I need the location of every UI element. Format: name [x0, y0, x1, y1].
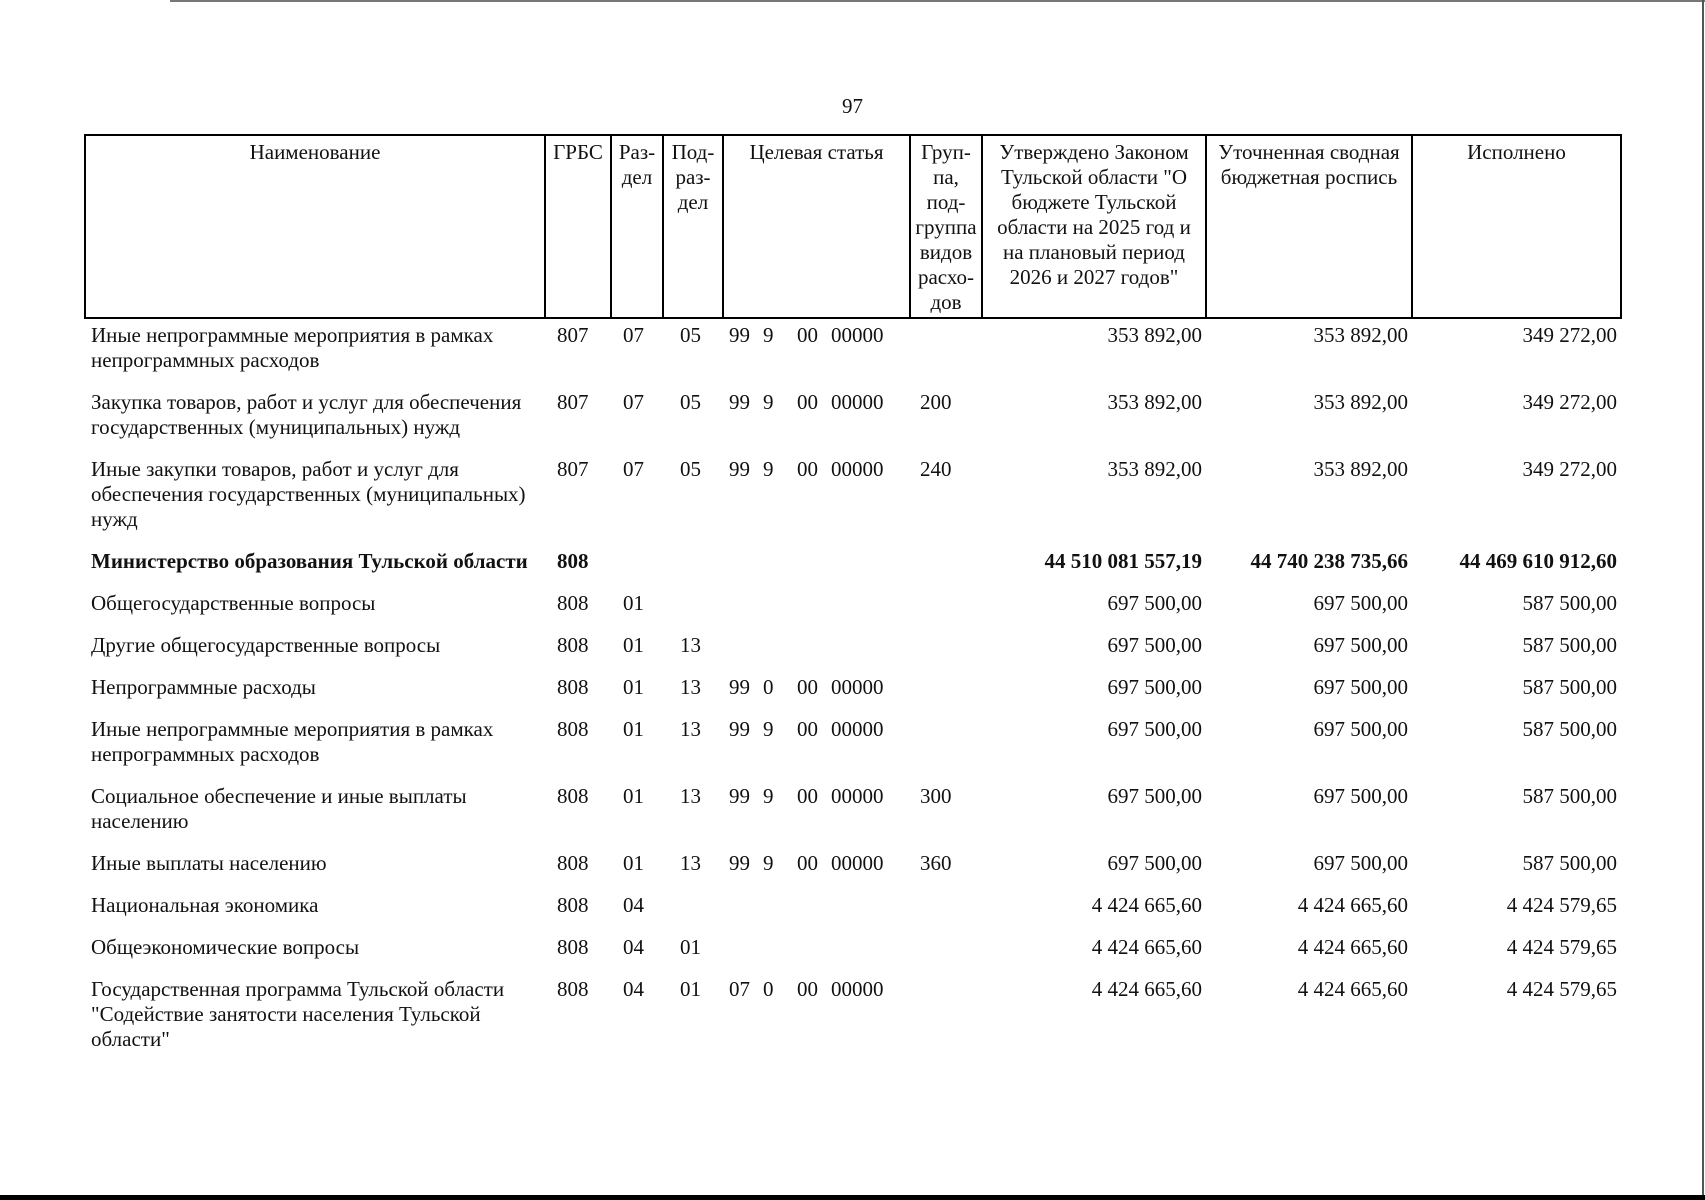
row-expense-group: [910, 587, 982, 629]
target-article-segment: 07: [729, 977, 750, 1001]
row-razdel: 01: [623, 851, 644, 875]
row-refined: 4 424 665,60: [1297, 893, 1408, 917]
row-podrazdel: [663, 587, 723, 629]
header-target: [723, 135, 910, 318]
row-refined: 353 892,00: [1313, 390, 1408, 414]
header-approved-text: Утверждено Законом Тульской области "О бюджете Тульской области на 2025 год и на плановый период 2026 и 2027 годов": [997, 140, 1191, 289]
table-row: [85, 318, 1621, 386]
row-grbs: 808: [557, 935, 589, 959]
table-row: [85, 780, 1621, 847]
table-row: [85, 973, 1621, 1065]
row-target-article: [723, 713, 910, 780]
row-grbs: 808: [557, 977, 589, 1001]
row-target-article: [723, 973, 910, 1065]
row-refined: 697 500,00: [1313, 675, 1408, 699]
table-row: [85, 545, 1621, 587]
target-article-segment: 99: [729, 390, 750, 414]
table-row: [85, 847, 1621, 889]
row-target-article: [723, 545, 910, 587]
row-executed: 44 469 610 912,60: [1459, 549, 1617, 573]
row-refined: 4 424 665,60: [1297, 935, 1408, 959]
row-razdel: 01: [623, 784, 644, 808]
target-article-segment: 00000: [831, 675, 884, 699]
row-approved: 353 892,00: [1107, 390, 1202, 414]
row-expense-group: 200: [920, 390, 952, 414]
target-article-segment: 00000: [831, 390, 884, 414]
bottom-edge-rule: [0, 1195, 1705, 1200]
row-target-article: [723, 780, 910, 847]
target-article-segment: 0: [763, 977, 774, 1001]
header-name-text: Наименование: [249, 140, 381, 164]
row-approved: 353 892,00: [1107, 323, 1202, 347]
header-group-text: Груп- па, под- группа видов расхо- дов: [915, 140, 977, 314]
row-expense-group: [910, 713, 982, 780]
row-expense-group: 360: [920, 851, 952, 875]
target-article-segment: 00: [797, 323, 818, 347]
row-name: Иные закупки товаров, работ и услуг для обеспечения государственных (муниципальных) нужд: [91, 457, 526, 531]
target-article-segment: 00: [797, 390, 818, 414]
row-expense-group: [910, 973, 982, 1065]
row-razdel: 01: [623, 717, 644, 741]
row-target-article: [723, 847, 910, 889]
row-expense-group: 300: [920, 784, 952, 808]
header-refined-text: Уточненная сводная бюджетная роспись: [1218, 140, 1400, 189]
header-executed: [1412, 135, 1621, 318]
row-executed: 587 500,00: [1522, 675, 1617, 699]
target-article-segment: 00: [797, 977, 818, 1001]
row-name: Общегосударственные вопросы: [91, 591, 376, 615]
row-razdel: 01: [623, 591, 644, 615]
row-target-article: [723, 629, 910, 671]
row-podrazdel: 13: [680, 851, 701, 875]
right-edge-rule: [1702, 0, 1704, 1200]
row-approved: 353 892,00: [1107, 457, 1202, 481]
row-name: Социальное обеспечение и иные выплаты населению: [91, 784, 467, 833]
row-podrazdel: [663, 889, 723, 931]
target-article-segment: 9: [763, 851, 774, 875]
row-executed: 4 424 579,65: [1506, 935, 1617, 959]
target-article-segment: 9: [763, 457, 774, 481]
target-article-segment: 99: [729, 323, 750, 347]
row-grbs: 808: [557, 591, 589, 615]
row-executed: 349 272,00: [1522, 390, 1617, 414]
header-group: [910, 135, 982, 318]
target-article-segment: 00: [797, 851, 818, 875]
row-expense-group: [910, 545, 982, 587]
row-executed: 587 500,00: [1522, 784, 1617, 808]
row-podrazdel: 13: [680, 784, 701, 808]
row-podrazdel: 13: [680, 675, 701, 699]
row-target-article: [723, 386, 910, 453]
target-article-segment: 00: [797, 675, 818, 699]
page-number: 97: [842, 94, 863, 118]
target-article-segment: 99: [729, 851, 750, 875]
header-razdel-text: Раз- дел: [618, 140, 656, 189]
row-razdel: 04: [623, 977, 644, 1001]
target-article-segment: 9: [763, 717, 774, 741]
row-grbs: 808: [557, 784, 589, 808]
target-article-segment: 9: [763, 390, 774, 414]
target-article-segment: 00000: [831, 457, 884, 481]
row-grbs: 808: [557, 675, 589, 699]
row-podrazdel: 05: [680, 457, 701, 481]
row-grbs: 808: [557, 633, 589, 657]
table-row: [85, 671, 1621, 713]
target-article-segment: 00000: [831, 323, 884, 347]
row-target-article: [723, 931, 910, 973]
header-grbs: [545, 135, 611, 318]
target-article-segment: 00000: [831, 977, 884, 1001]
budget-table: [84, 134, 1622, 1065]
row-approved: 4 424 665,60: [1091, 893, 1202, 917]
row-refined: 697 500,00: [1313, 717, 1408, 741]
row-name: Иные непрограммные мероприятия в рамках непрограммных расходов: [91, 717, 494, 766]
row-executed: 349 272,00: [1522, 323, 1617, 347]
row-refined: 697 500,00: [1313, 633, 1408, 657]
row-razdel: 07: [623, 323, 644, 347]
row-name: Закупка товаров, работ и услуг для обеспечения государственных (муниципальных) нужд: [91, 390, 522, 439]
row-approved: 697 500,00: [1107, 591, 1202, 615]
target-article-segment: 9: [763, 323, 774, 347]
row-target-article: [723, 671, 910, 713]
row-approved: 697 500,00: [1107, 784, 1202, 808]
header-grbs-text: ГРБС: [553, 140, 603, 164]
target-article-segment: 99: [729, 717, 750, 741]
row-name: Другие общегосударственные вопросы: [91, 633, 441, 657]
target-article-segment: 00: [797, 717, 818, 741]
row-approved: 4 424 665,60: [1091, 935, 1202, 959]
row-executed: 349 272,00: [1522, 457, 1617, 481]
table-header: [85, 135, 1621, 318]
target-article-segment: 99: [729, 457, 750, 481]
row-approved: 697 500,00: [1107, 633, 1202, 657]
row-executed: 4 424 579,65: [1506, 977, 1617, 1001]
row-grbs: 808: [557, 893, 589, 917]
row-approved: 697 500,00: [1107, 675, 1202, 699]
row-executed: 587 500,00: [1522, 591, 1617, 615]
row-executed: 4 424 579,65: [1506, 893, 1617, 917]
row-expense-group: [910, 318, 982, 386]
table-body: [85, 318, 1621, 1065]
row-name: Непрограммные расходы: [91, 675, 316, 699]
target-article-segment: 00000: [831, 851, 884, 875]
target-article-segment: 0: [763, 675, 774, 699]
row-name: Иные непрограммные мероприятия в рамках непрограммных расходов: [91, 323, 494, 372]
row-grbs: 807: [557, 390, 589, 414]
row-razdel: 01: [623, 675, 644, 699]
target-article-segment: 00: [797, 784, 818, 808]
row-refined: 697 500,00: [1313, 784, 1408, 808]
row-refined: 4 424 665,60: [1297, 977, 1408, 1001]
row-razdel: 04: [623, 893, 644, 917]
row-podrazdel: 05: [680, 323, 701, 347]
header-executed-text: Исполнено: [1467, 140, 1566, 164]
target-article-segment: 00000: [831, 717, 884, 741]
row-expense-group: [910, 931, 982, 973]
row-name: Общеэкономические вопросы: [91, 935, 360, 959]
header-razdel: [611, 135, 663, 318]
row-executed: 587 500,00: [1522, 717, 1617, 741]
table-row: [85, 587, 1621, 629]
row-target-article: [723, 318, 910, 386]
top-edge-rule: [170, 0, 1705, 2]
row-podrazdel: 13: [680, 633, 701, 657]
row-name: Государственная программа Тульской области "Содействие занятости населения Тульской области": [91, 977, 505, 1051]
header-approved: [982, 135, 1206, 318]
row-podrazdel: 13: [680, 717, 701, 741]
row-refined: 44 740 238 735,66: [1250, 549, 1408, 573]
row-approved: 697 500,00: [1107, 851, 1202, 875]
row-razdel: [611, 545, 663, 587]
row-name: Иные выплаты населению: [91, 851, 327, 875]
row-grbs: 807: [557, 457, 589, 481]
row-expense-group: 240: [920, 457, 952, 481]
target-article-segment: 99: [729, 675, 750, 699]
row-razdel: 04: [623, 935, 644, 959]
row-refined: 353 892,00: [1313, 457, 1408, 481]
row-expense-group: [910, 671, 982, 713]
row-podrazdel: 05: [680, 390, 701, 414]
table-row: [85, 889, 1621, 931]
row-expense-group: [910, 889, 982, 931]
header-refined: [1206, 135, 1412, 318]
header-podrazdel-text: Под- раз- дел: [671, 140, 715, 214]
row-grbs: 808: [557, 549, 589, 573]
row-approved: 44 510 081 557,19: [1044, 549, 1202, 573]
table-row: [85, 713, 1621, 780]
target-article-segment: 9: [763, 784, 774, 808]
row-approved: 4 424 665,60: [1091, 977, 1202, 1001]
row-podrazdel: [663, 545, 723, 587]
table-row: [85, 629, 1621, 671]
row-target-article: [723, 587, 910, 629]
target-article-segment: 99: [729, 784, 750, 808]
row-target-article: [723, 889, 910, 931]
row-razdel: 07: [623, 390, 644, 414]
header-name: [85, 135, 545, 318]
row-refined: 697 500,00: [1313, 591, 1408, 615]
row-grbs: 807: [557, 323, 589, 347]
row-name: Министерство образования Тульской области: [91, 549, 528, 573]
target-article-segment: 00000: [831, 784, 884, 808]
row-expense-group: [910, 629, 982, 671]
row-approved: 697 500,00: [1107, 717, 1202, 741]
row-grbs: 808: [557, 851, 589, 875]
row-grbs: 808: [557, 717, 589, 741]
row-refined: 697 500,00: [1313, 851, 1408, 875]
row-executed: 587 500,00: [1522, 633, 1617, 657]
row-refined: 353 892,00: [1313, 323, 1408, 347]
header-podrazdel: [663, 135, 723, 318]
row-podrazdel: 01: [680, 977, 701, 1001]
header-target-text: Целевая статья: [749, 140, 884, 164]
table-row: [85, 386, 1621, 453]
row-name: Национальная экономика: [91, 893, 319, 917]
table-row: [85, 453, 1621, 545]
table-row: [85, 931, 1621, 973]
row-podrazdel: 01: [680, 935, 701, 959]
row-target-article: [723, 453, 910, 545]
row-razdel: 01: [623, 633, 644, 657]
row-executed: 587 500,00: [1522, 851, 1617, 875]
row-razdel: 07: [623, 457, 644, 481]
target-article-segment: 00: [797, 457, 818, 481]
